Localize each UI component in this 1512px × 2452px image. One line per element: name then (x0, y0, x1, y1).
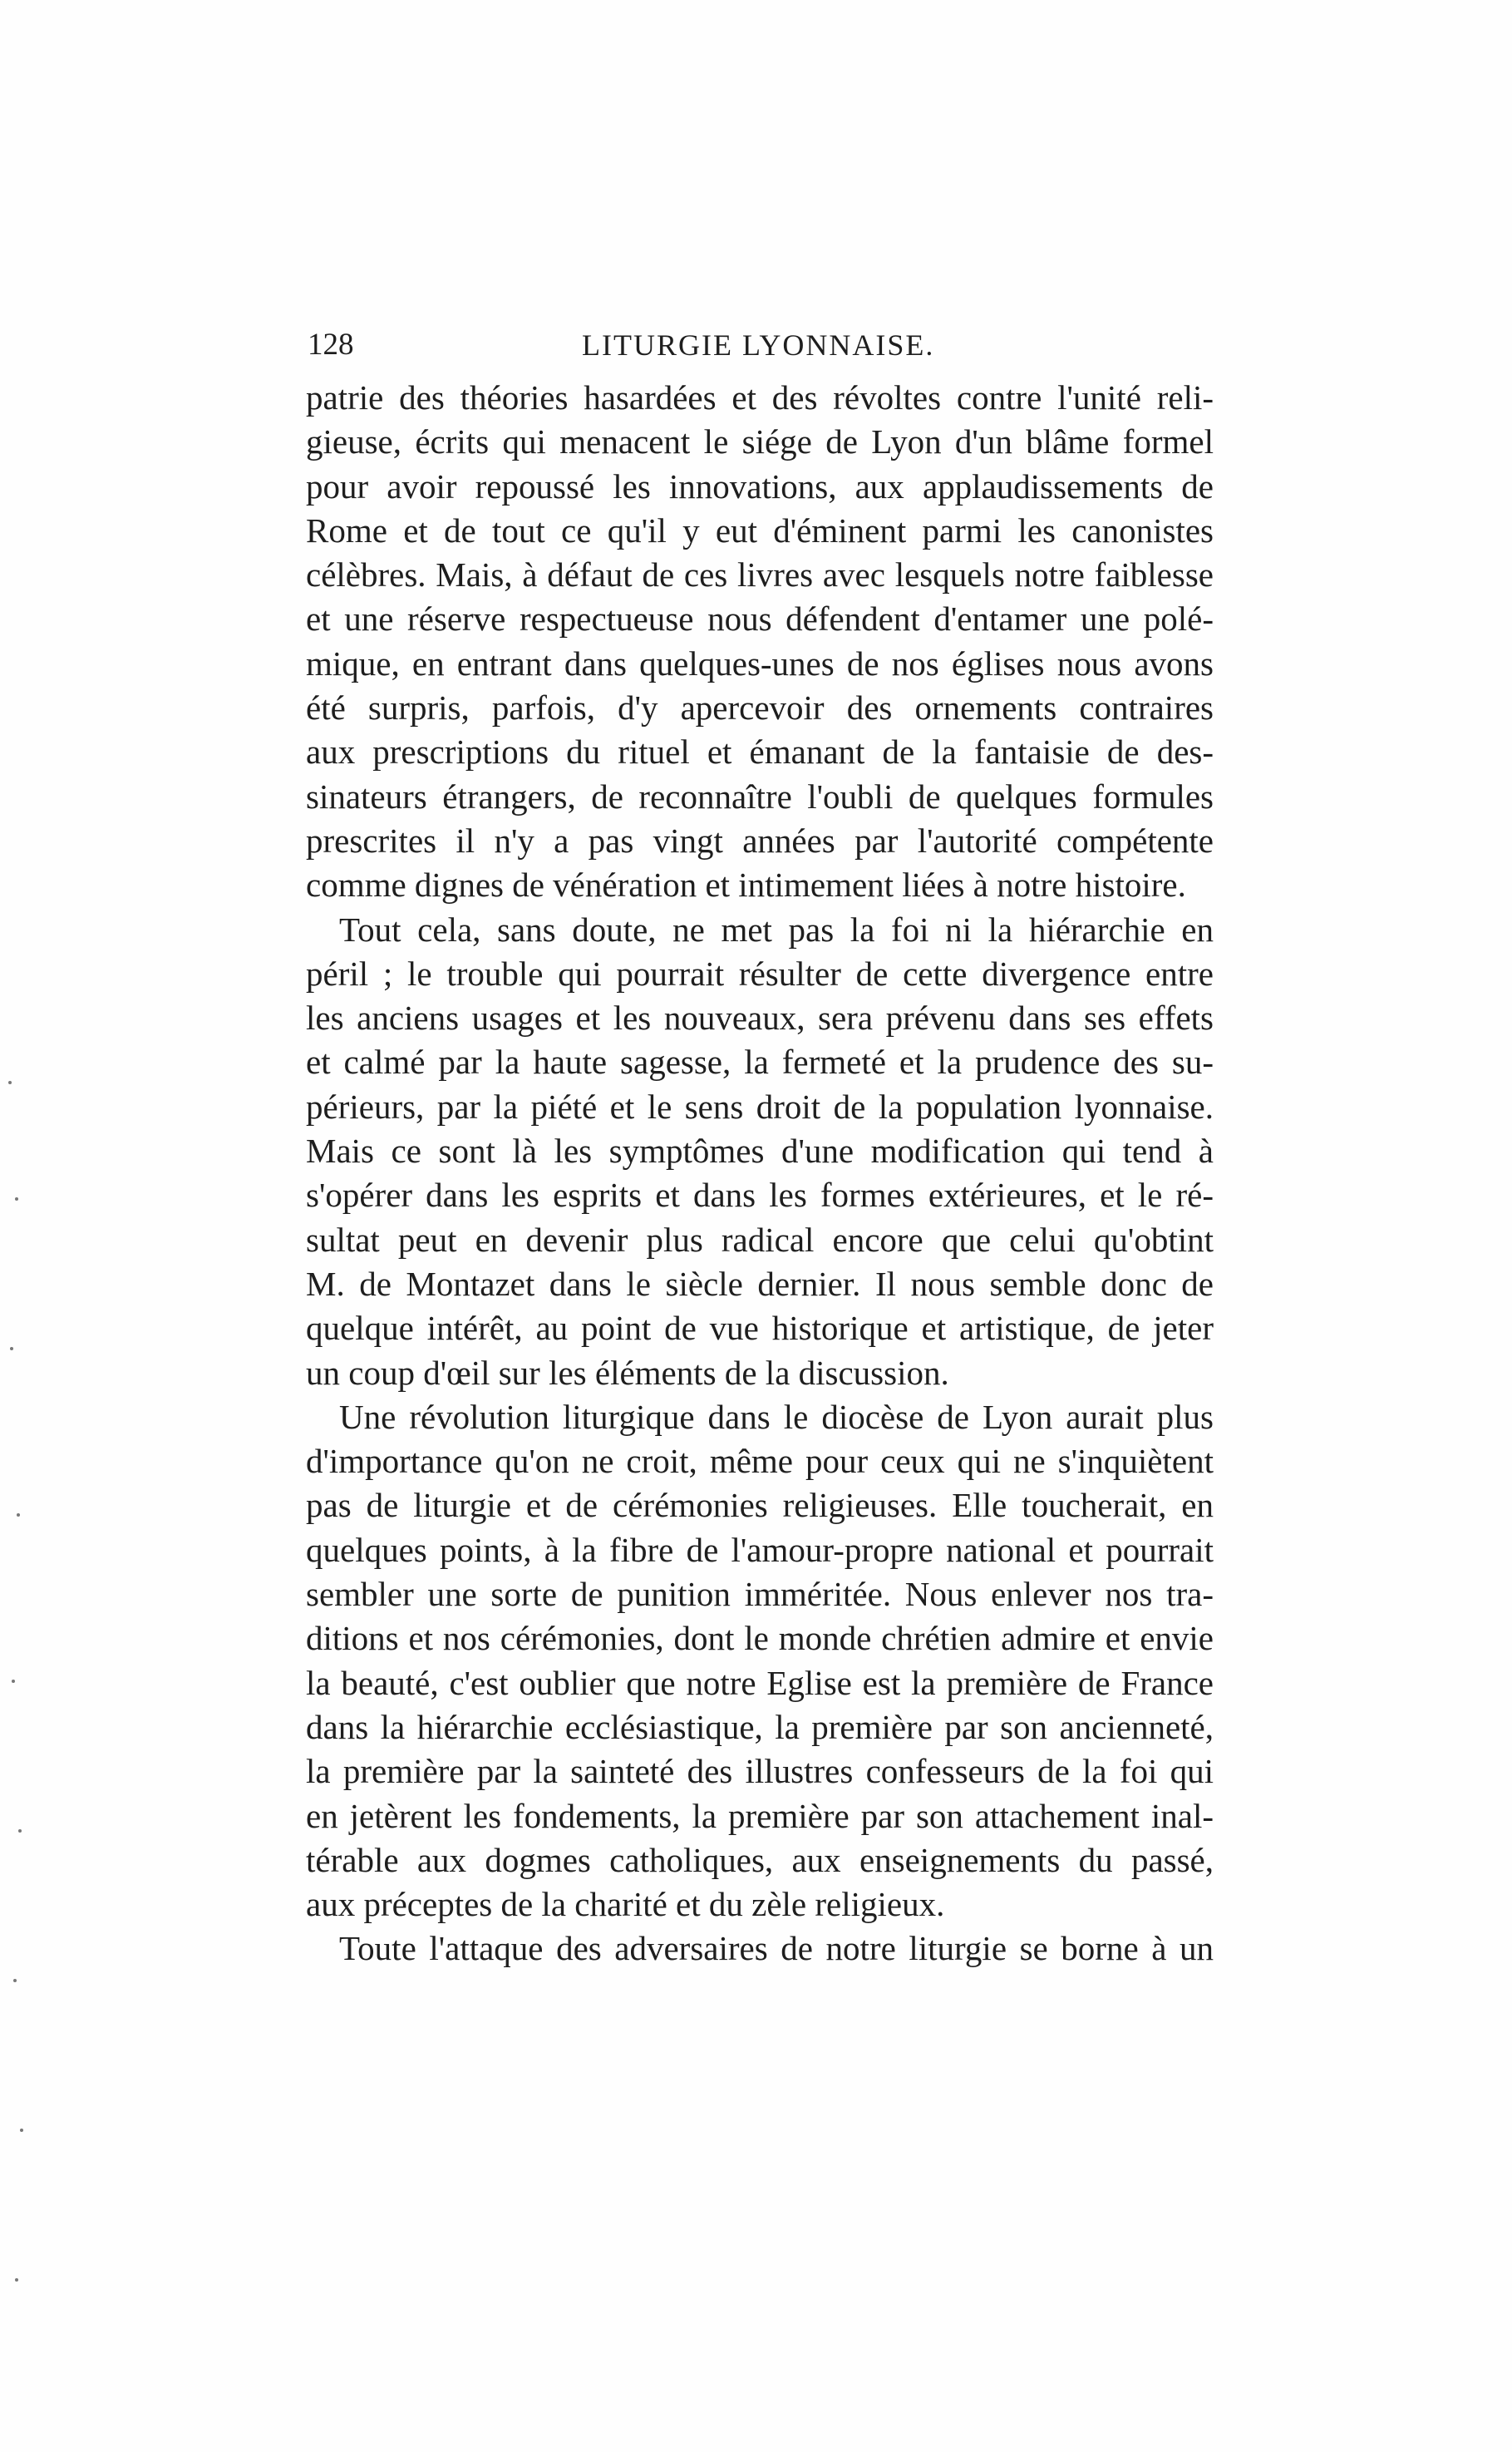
text-line: la première par la sainteté des illustres confesseurs de la foi qui (306, 1752, 1214, 1791)
running-head (308, 320, 1214, 370)
text-line: ditions et nos cérémonies, dont le monde chrétien admire et envie (306, 1619, 1214, 1658)
text-line: Une révolution liturgique dans le diocèse de Lyon aurait plus (339, 1397, 1214, 1436)
page-number: 128 (308, 328, 354, 362)
scan-speck (20, 2129, 23, 2132)
text-line: sinateurs étrangers, de reconnaître l'oubli de quelques formules (306, 777, 1214, 816)
scan-speck (17, 1513, 20, 1517)
text-line: célèbres. Mais, à défaut de ces livres avec lesquels notre faiblesse (306, 555, 1214, 594)
scan-speck (12, 1680, 15, 1683)
text-line: prescrites il n'y a pas vingt années par l'autorité compétente (306, 821, 1214, 860)
text-line: patrie des théories hasardées et des révoltes contre l'unité reli- (306, 378, 1214, 417)
text-line: Tout cela, sans doute, ne met pas la foi ni la hiérarchie en (339, 910, 1214, 949)
paragraph (306, 1395, 1214, 1927)
paragraph (306, 908, 1214, 1395)
text-line: térable aux dogmes catholiques, aux enseignements du passé, (306, 1840, 1214, 1879)
paragraph (306, 1927, 1214, 1971)
scan-speck (10, 1347, 13, 1350)
scan-speck (13, 1979, 17, 1982)
scan-speck (15, 2278, 18, 2282)
text-line: périeurs, par la piété et le sens droit de la population lyonnaise. (306, 1087, 1214, 1126)
text-line: les anciens usages et les nouveaux, sera prévenu dans ses effets (306, 999, 1214, 1038)
text-line: Mais ce sont là les symptômes d'une modification qui tend à (306, 1132, 1214, 1171)
scan-speck (8, 1081, 12, 1084)
paragraph (306, 376, 1214, 908)
text-line: Rome et de tout ce qu'il y eut d'éminent parmi les canonistes (306, 511, 1214, 550)
text-line: pour avoir repoussé les innovations, aux applaudissements de (306, 466, 1214, 506)
text-line: quelque intérêt, au point de vue historique et artistique, de jeter (306, 1309, 1214, 1348)
text-line: en jetèrent les fondements, la première par son attachement inal- (306, 1796, 1214, 1835)
running-title: LITURGIE LYONNAISE. (582, 328, 935, 362)
text-line: péril ; le trouble qui pourrait résulter de cette divergence entre (306, 954, 1214, 993)
text-line: aux prescriptions du rituel et émanant de la fantaisie de des- (306, 733, 1214, 772)
text-line: aux préceptes de la charité et du zèle religieux. (306, 1885, 945, 1924)
scan-speck (18, 1829, 22, 1833)
text-line: mique, en entrant dans quelques-unes de nos églises nous avons (306, 644, 1214, 683)
text-line: Toute l'attaque des adversaires de notre liturgie se borne à un (339, 1929, 1214, 1968)
text-line: et calmé par la haute sagesse, la fermeté et la prudence des su- (306, 1043, 1214, 1082)
text-line: la beauté, c'est oublier que notre Eglise est la première de France (306, 1663, 1214, 1702)
text-line: d'importance qu'on ne croit, même pour ceux qui ne s'inquiètent (306, 1442, 1214, 1481)
scan-margin-specks (7, 1081, 32, 2395)
text-line: un coup d'œil sur les éléments de la discussion. (306, 1353, 949, 1392)
text-line: été surpris, parfois, d'y apercevoir des ornements contraires (306, 688, 1214, 728)
text-line: pas de liturgie et de cérémonies religieuses. Elle toucherait, en (306, 1486, 1214, 1525)
text-line: comme dignes de vénération et intimement liées à notre histoire. (306, 866, 1186, 905)
scan-speck (15, 1197, 18, 1201)
text-line: et une réserve respectueuse nous défendent d'entamer une polé- (306, 599, 1214, 639)
text-line: sembler une sorte de punition imméritée. Nous enlever nos tra- (306, 1575, 1214, 1614)
text-line: gieuse, écrits qui menacent le siége de Lyon d'un blâme formel (306, 422, 1214, 461)
body-text (306, 376, 1214, 1971)
text-line: sultat peut en devenir plus radical encore que celui qu'obtint (306, 1220, 1214, 1259)
text-line: quelques points, à la fibre de l'amour-propre national et pourrait (306, 1530, 1214, 1569)
text-line: s'opérer dans les esprits et dans les formes extérieures, et le ré- (306, 1176, 1214, 1215)
text-line: dans la hiérarchie ecclésiastique, la première par son ancienneté, (306, 1707, 1214, 1746)
text-line: M. de Montazet dans le siècle dernier. Il nous semble donc de (306, 1264, 1214, 1303)
